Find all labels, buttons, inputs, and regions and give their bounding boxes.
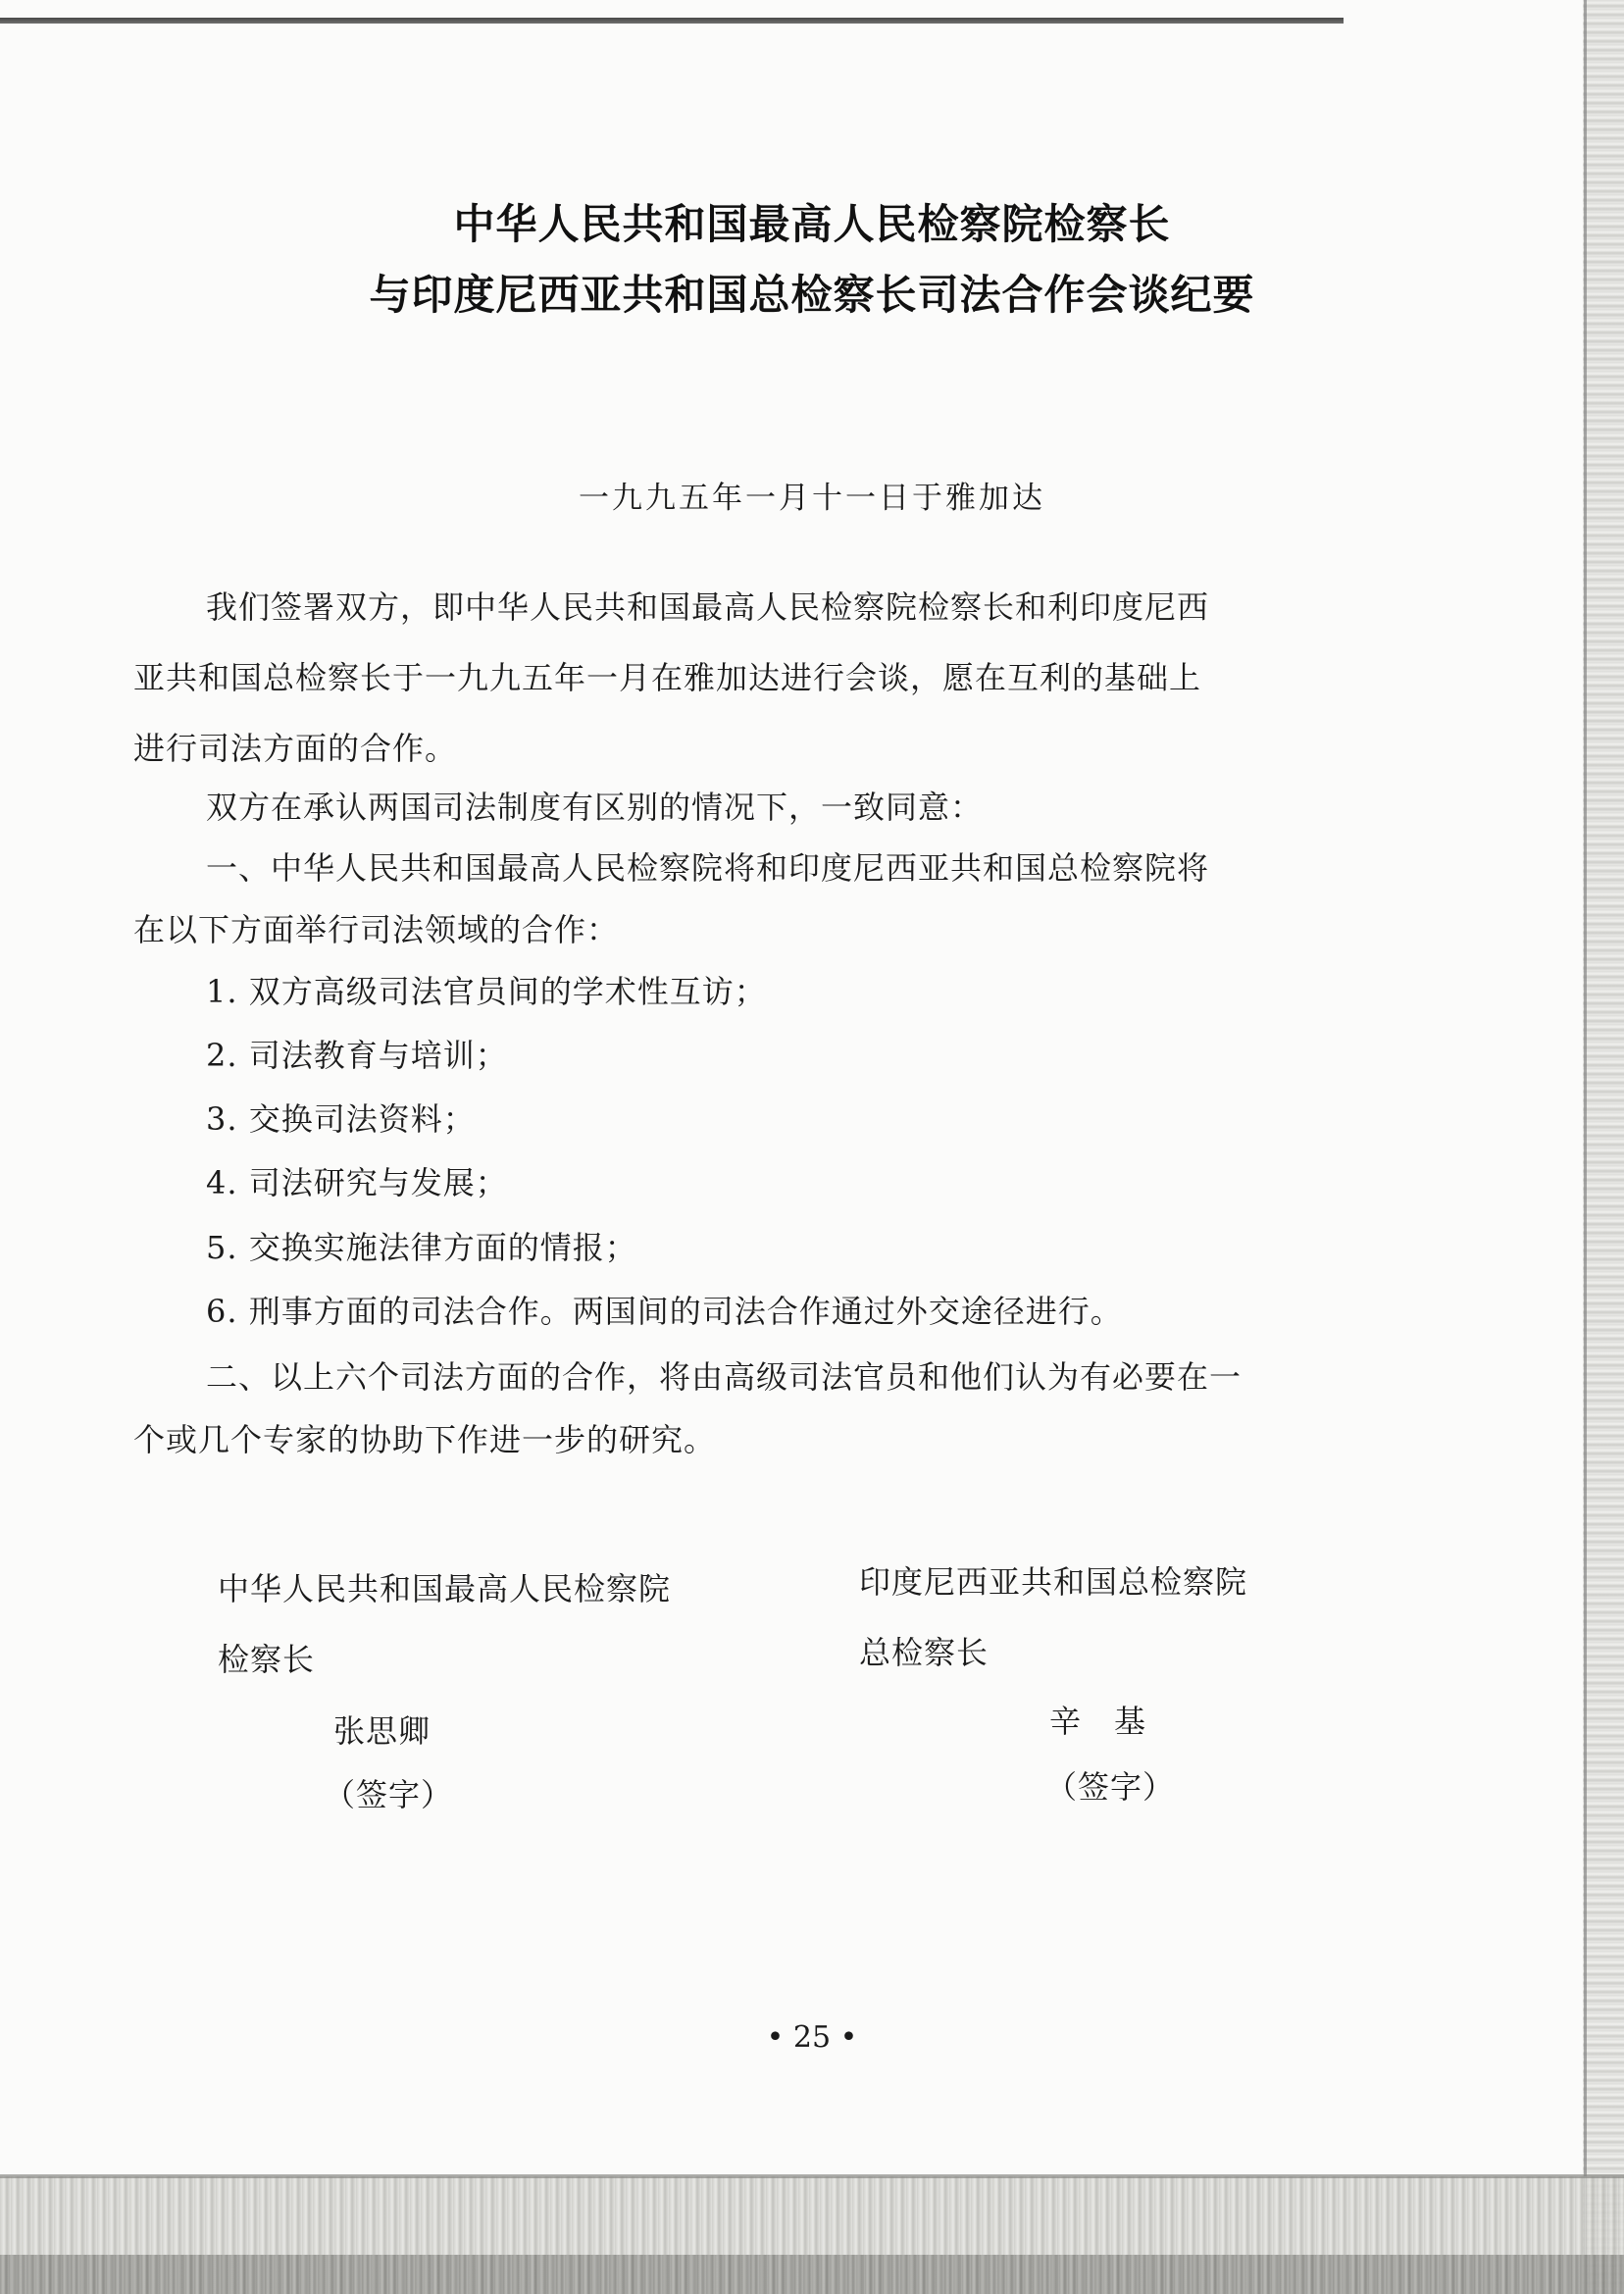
clause-2-line-2: 个或几个专家的协助下作进一步的研究。: [133, 1421, 717, 1458]
scan-dark-bottom: [0, 2255, 1624, 2294]
signature-china-name: 张思卿: [333, 1712, 431, 1750]
signature-china-title: 检察长: [218, 1641, 316, 1678]
list-item: 5. 交换实施法律方面的情报；: [206, 1229, 637, 1266]
list-item: 1. 双方高级司法官员间的学术性互访；: [206, 973, 767, 1010]
date-place: 一九九五年一月十一日于雅加达: [579, 481, 1045, 516]
signature-china-org: 中华人民共和国最高人民检察院: [218, 1570, 672, 1607]
clause-1-line-2: 在以下方面举行司法领域的合作：: [133, 911, 620, 948]
scan-line-bottom: [0, 2174, 1624, 2178]
intro-line-1: 我们签署双方，即中华人民共和国最高人民检察院检察长和利印度尼西: [206, 588, 1210, 626]
list-item: 3. 交换司法资料；: [206, 1100, 476, 1138]
document-title-line-1: 中华人民共和国最高人民检察院检察长: [453, 200, 1171, 248]
scan-edge-top: [0, 18, 1344, 24]
list-item: 2. 司法教育与培训；: [206, 1037, 508, 1074]
page-number: • 25 •: [766, 2020, 858, 2055]
scan-edge-right: [1583, 0, 1624, 2294]
signature-indonesia-note: （签字）: [1045, 1768, 1176, 1806]
intro-line-3: 进行司法方面的合作。: [133, 730, 458, 767]
clause-1-line-1: 一、中华人民共和国最高人民检察院将和印度尼西亚共和国总检察院将: [206, 849, 1210, 887]
list-item: 4. 司法研究与发展；: [206, 1164, 508, 1201]
clause-2-line-1: 二、以上六个司法方面的合作，将由高级司法官员和他们认为有必要在一: [206, 1358, 1243, 1396]
signature-indonesia-title: 总检察长: [859, 1634, 990, 1671]
signature-indonesia-name: 辛 基: [1049, 1703, 1147, 1740]
agreement-line: 双方在承认两国司法制度有区别的情况下，一致同意：: [206, 789, 984, 826]
scan-line-right: [1584, 0, 1587, 2294]
signature-china-note: （签字）: [324, 1776, 454, 1813]
document-title-line-2: 与印度尼西亚共和国总检察长司法合作会谈纪要: [369, 271, 1255, 319]
intro-line-2: 亚共和国总检察长于一九九五年一月在雅加达进行会谈，愿在互利的基础上: [133, 659, 1202, 696]
list-item: 6. 刑事方面的司法合作。两国间的司法合作通过外交途径进行。: [206, 1293, 1123, 1330]
signature-indonesia-org: 印度尼西亚共和国总检察院: [859, 1563, 1248, 1601]
